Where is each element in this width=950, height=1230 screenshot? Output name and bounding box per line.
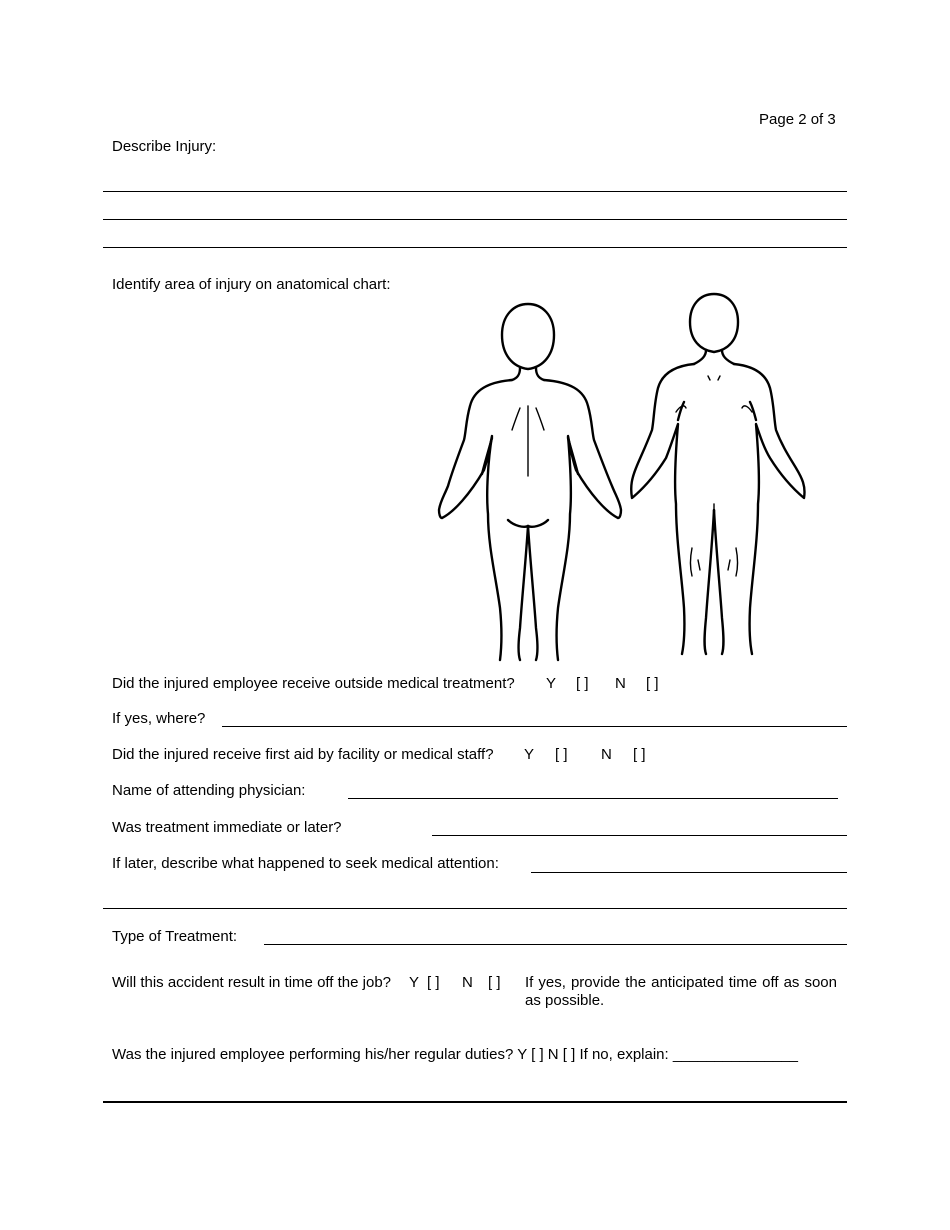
outside-treatment-yes-label: Y	[546, 675, 557, 692]
question-time-off: Will this accident result in time off the job?	[112, 974, 392, 991]
immediate-later-field[interactable]	[432, 835, 847, 836]
anatomical-chart[interactable]	[430, 288, 820, 666]
time-off-no-checkbox[interactable]: [ ]	[488, 974, 501, 991]
time-off-no-label: N	[462, 974, 473, 991]
time-off-note: If yes, provide the anticipated time off as soon as possible.	[525, 974, 837, 1009]
outside-treatment-no-checkbox[interactable]: [ ]	[646, 675, 659, 692]
describe-injury-line-3[interactable]	[103, 247, 847, 248]
type-treatment-field[interactable]	[264, 944, 847, 945]
if-later-continuation-line[interactable]	[103, 908, 847, 909]
question-physician: Name of attending physician:	[112, 782, 306, 799]
outside-treatment-yes-checkbox[interactable]: [ ]	[576, 675, 589, 692]
time-off-yes-checkbox[interactable]: [ ]	[427, 974, 440, 991]
first-aid-yes-label: Y	[524, 746, 535, 763]
first-aid-no-label: N	[601, 746, 612, 763]
first-aid-no-checkbox[interactable]: [ ]	[633, 746, 646, 763]
outside-treatment-no-label: N	[615, 675, 626, 692]
question-first-aid: Did the injured receive first aid by facility or medical staff?	[112, 746, 494, 763]
body-front-view[interactable]	[631, 294, 804, 654]
if-yes-where-field[interactable]	[222, 726, 847, 727]
describe-injury-line-2[interactable]	[103, 219, 847, 220]
question-type-treatment: Type of Treatment:	[112, 928, 238, 945]
page-number: Page 2 of 3	[759, 111, 836, 128]
describe-injury-line-1[interactable]	[103, 191, 847, 192]
anatomical-chart-label: Identify area of injury on anatomical chart:	[112, 276, 391, 293]
bottom-divider	[103, 1101, 847, 1103]
question-regular-duties: Was the injured employee performing his/her regular duties? Y [ ] N [ ] If no, explain: _______________	[112, 1046, 798, 1063]
question-if-later: If later, describe what happened to seek medical attention:	[112, 855, 499, 872]
time-off-yes-label: Y	[409, 974, 420, 991]
question-if-yes-where: If yes, where?	[112, 710, 206, 727]
question-outside-treatment: Did the injured employee receive outside medical treatment?	[112, 675, 515, 692]
if-later-field[interactable]	[531, 872, 847, 873]
body-back-view[interactable]	[439, 304, 621, 660]
question-immediate-later: Was treatment immediate or later?	[112, 819, 342, 836]
physician-field[interactable]	[348, 798, 838, 799]
describe-injury-label: Describe Injury:	[112, 138, 217, 155]
first-aid-yes-checkbox[interactable]: [ ]	[555, 746, 568, 763]
